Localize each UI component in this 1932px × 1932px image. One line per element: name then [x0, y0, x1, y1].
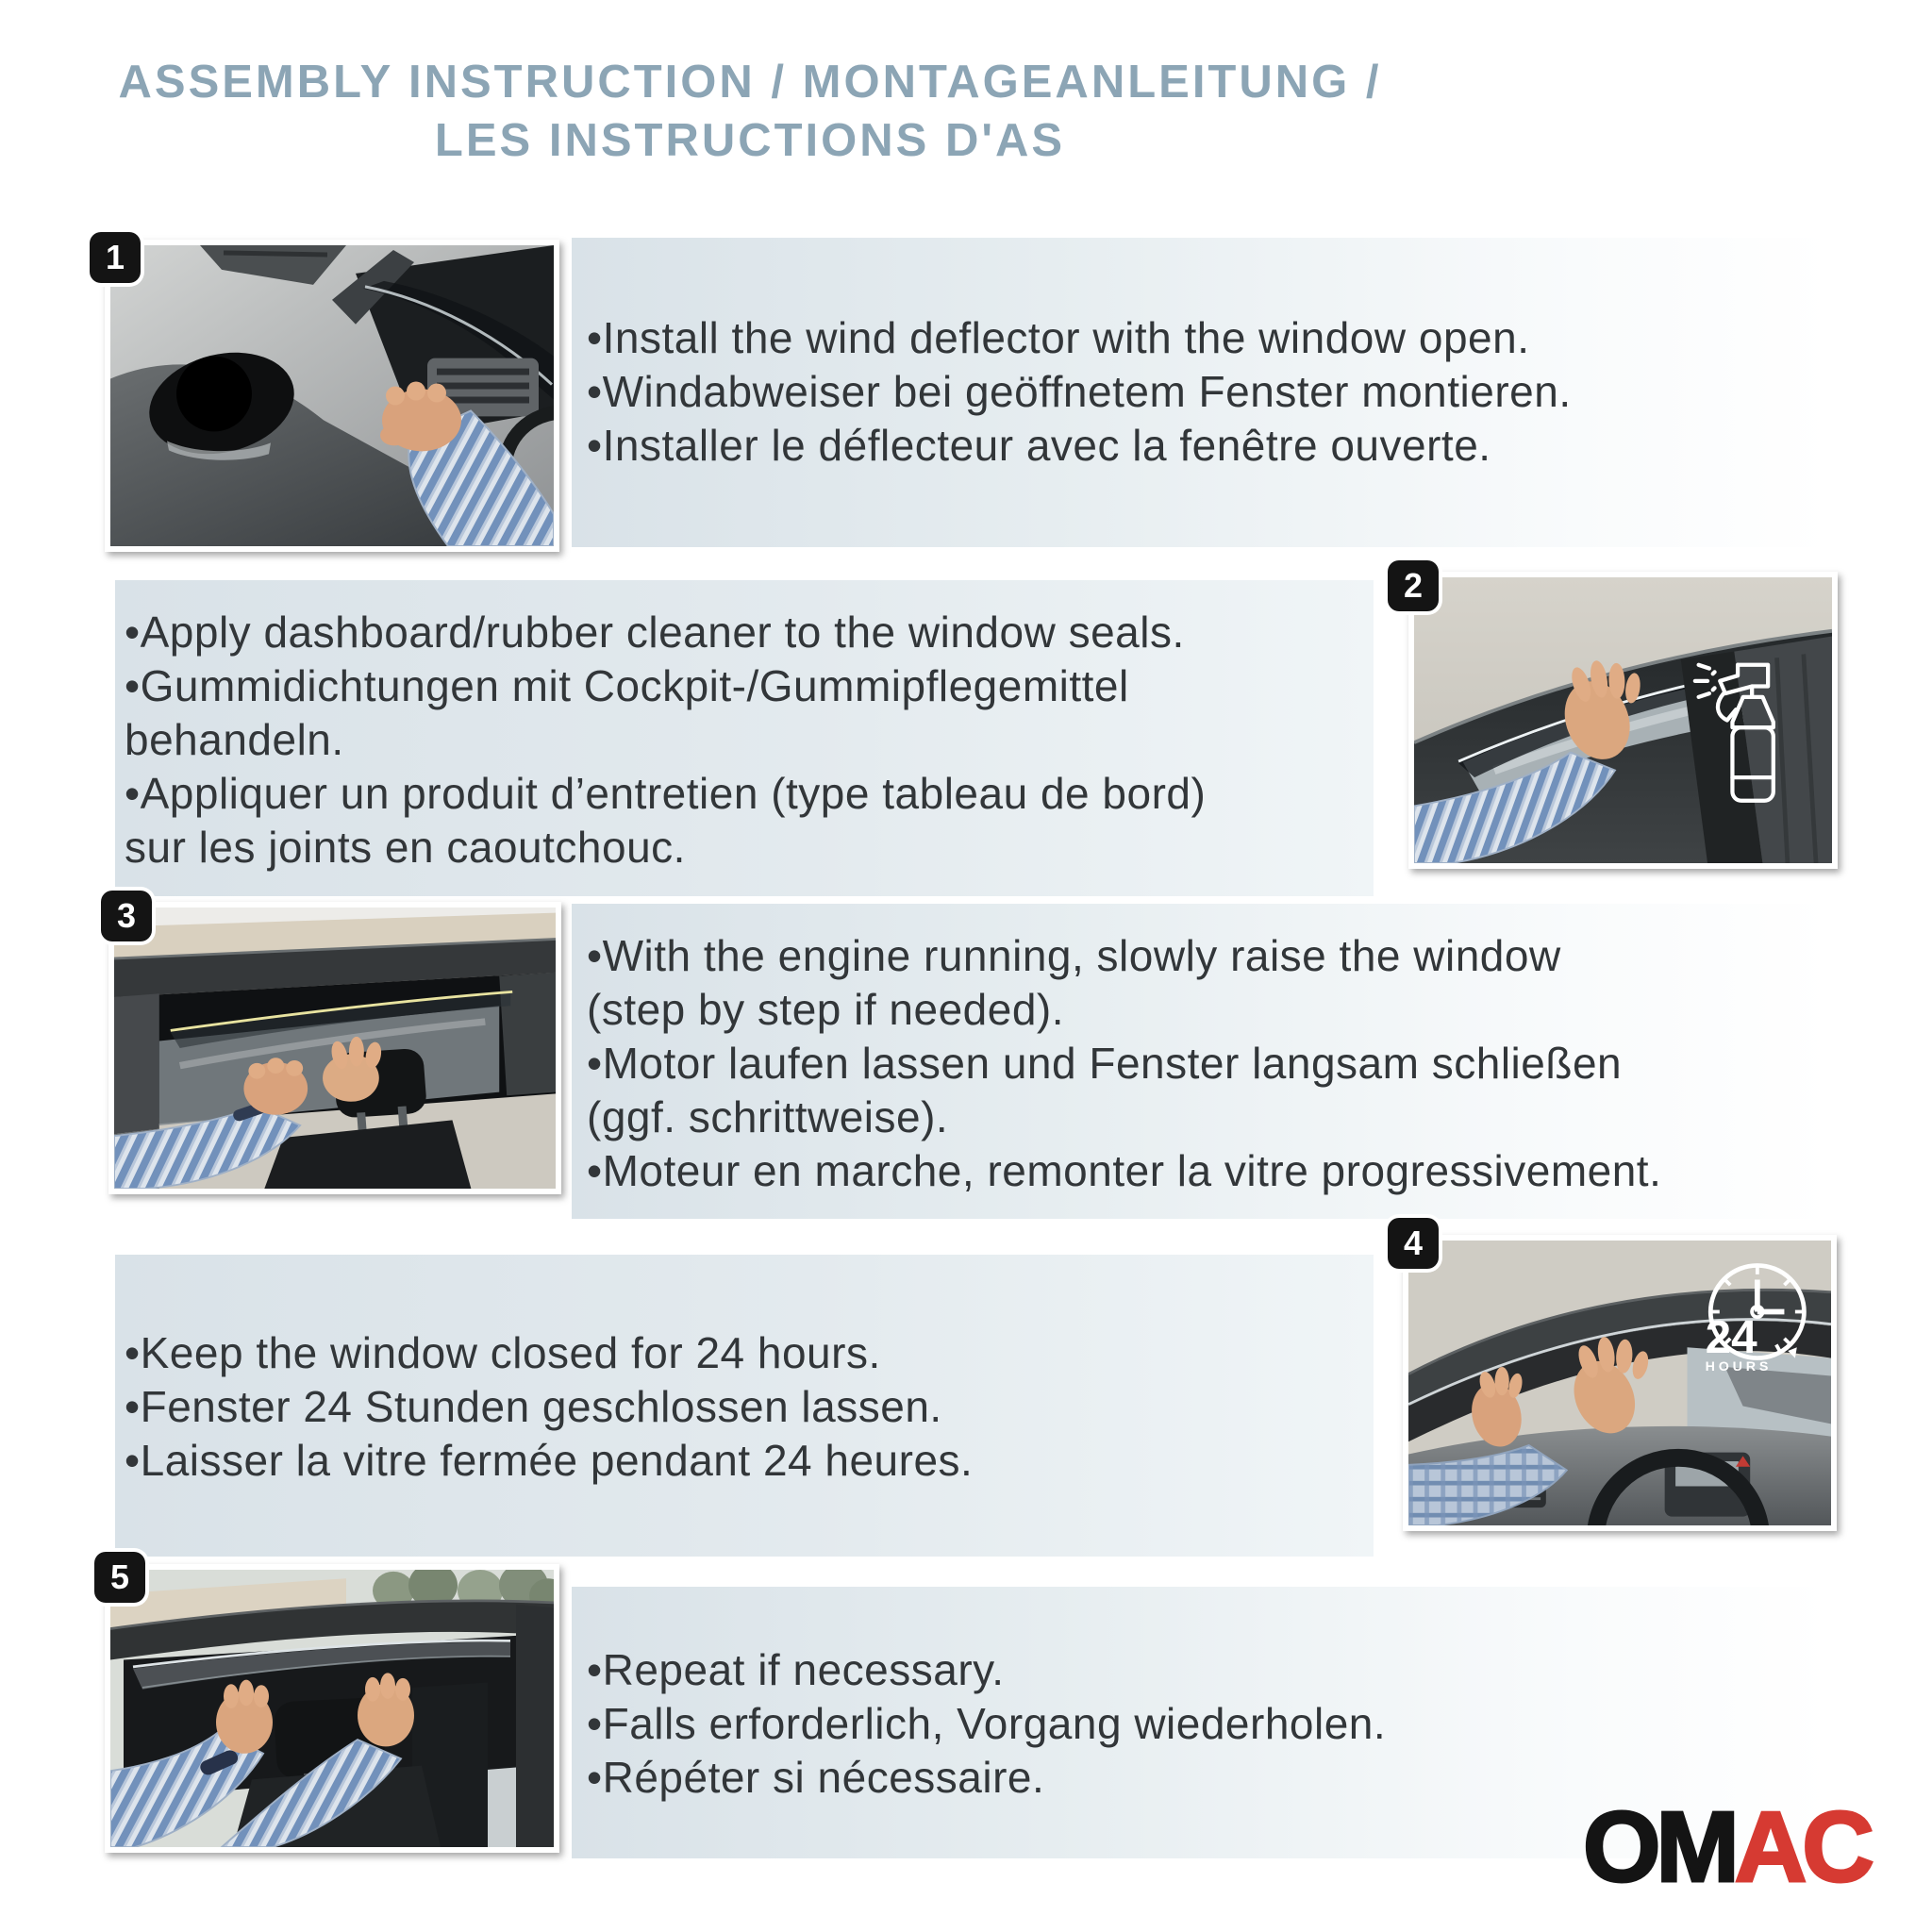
instruction-line-de: •Motor laufen lassen und Fenster langsam schließen	[587, 1039, 1623, 1088]
instruction-line-fr: •Moteur en marche, remonter la vitre progressivement.	[587, 1146, 1662, 1195]
step-1-badge	[90, 232, 141, 283]
step-2-instructions	[125, 606, 1206, 874]
page-title	[0, 53, 1500, 170]
instruction-line-de: •Windabweiser bei geöffnetem Fenster montieren.	[587, 367, 1572, 416]
instruction-line-fr: •Appliquer un produit d’entretien (type tableau de bord)	[125, 769, 1207, 818]
svg-text:HOURS: HOURS	[1705, 1358, 1773, 1374]
step-3-photo	[108, 902, 561, 1194]
omac-logo	[1583, 1791, 1870, 1903]
instruction-line-de: •Gummidichtungen mit Cockpit-/Gummipflegemittel	[125, 661, 1129, 710]
instruction-line-fr: •Répéter si nécessaire.	[587, 1753, 1045, 1802]
step-number: 3	[116, 896, 137, 935]
step-number: 4	[1403, 1224, 1424, 1262]
step-2-badge	[1388, 560, 1439, 611]
step-4-badge	[1388, 1218, 1439, 1269]
step-5-instructions	[587, 1643, 1386, 1805]
instruction-line-en: •Repeat if necessary.	[587, 1645, 1005, 1694]
page-title-line-1: ASSEMBLY INSTRUCTION / MONTAGEANLEITUNG /	[118, 57, 1382, 108]
step-3-instructions	[587, 929, 1661, 1198]
step-number: 5	[109, 1557, 130, 1596]
step-5-badge	[94, 1552, 145, 1603]
step-number: 2	[1403, 566, 1424, 605]
page-title-line-2: LES INSTRUCTIONS D'AS	[434, 115, 1066, 166]
instruction-line-en: •Keep the window closed for 24 hours.	[125, 1328, 881, 1377]
step-1-instructions	[587, 311, 1572, 473]
instruction-line-en: •Apply dashboard/rubber cleaner to the window seals.	[125, 608, 1185, 657]
instruction-line-en: •Install the wind deflector with the window open.	[587, 313, 1530, 362]
instruction-line-en-cont: (step by step if needed).	[587, 985, 1065, 1034]
omac-logo-red: AC	[1734, 1791, 1870, 1903]
instruction-line-de: •Fenster 24 Stunden geschlossen lassen.	[125, 1382, 942, 1431]
step-5-photo	[105, 1564, 559, 1853]
instruction-line-de-cont: behandeln.	[125, 715, 344, 764]
omac-logo-black: OM	[1583, 1791, 1735, 1903]
step-3-badge	[101, 891, 152, 941]
step-1-photo	[105, 240, 559, 552]
instruction-line-de: •Falls erforderlich, Vorgang wiederholen.	[587, 1699, 1387, 1748]
instruction-line-de-cont: (ggf. schrittweise).	[587, 1092, 949, 1141]
step-4-photo	[1403, 1235, 1837, 1531]
step-2-photo	[1408, 572, 1838, 869]
step-4-instructions	[125, 1326, 973, 1488]
instruction-line-fr-cont: sur les joints en caoutchouc.	[125, 823, 686, 872]
instruction-line-fr: •Laisser la vitre fermée pendant 24 heures.	[125, 1436, 974, 1485]
step-number: 1	[105, 238, 125, 276]
instruction-line-en: •With the engine running, slowly raise the window	[587, 931, 1561, 980]
instruction-line-fr: •Installer le déflecteur avec la fenêtre ouverte.	[587, 421, 1491, 470]
svg-text:24: 24	[1705, 1311, 1757, 1363]
